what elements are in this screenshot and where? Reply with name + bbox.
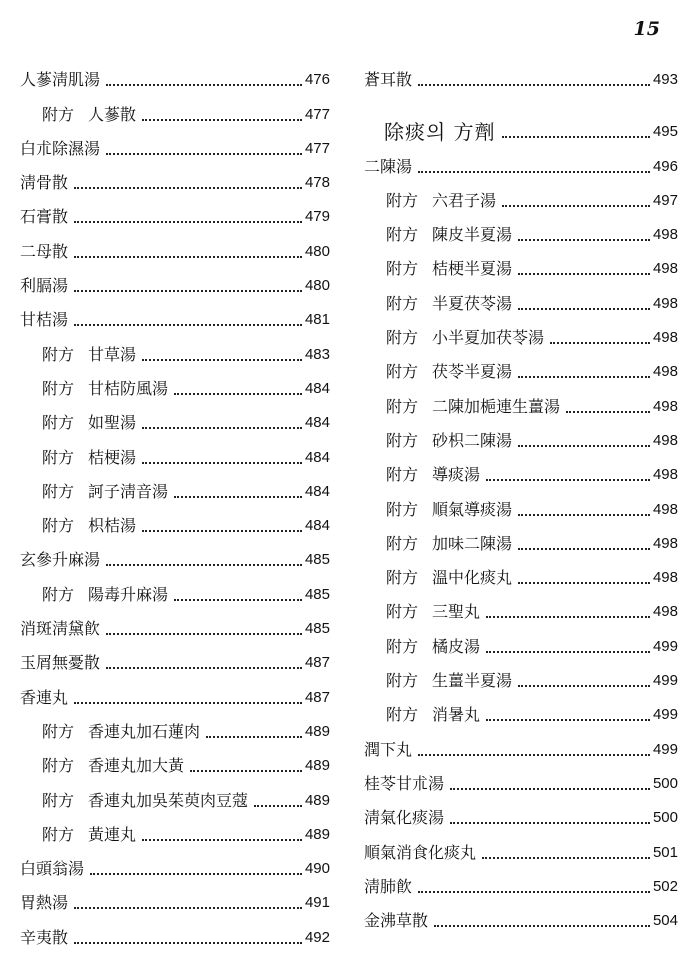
dot-leader [106, 76, 302, 86]
toc-entry [20, 56, 330, 90]
toc-entry-page-number: 498 [652, 466, 678, 484]
toc-entry-page-number: 498 [652, 534, 678, 552]
toc-entry [20, 845, 330, 879]
toc-entry-title: 陳皮半夏湯 [432, 225, 513, 245]
toc-entry-title: 橘皮湯 [432, 636, 481, 656]
dot-leader [486, 711, 650, 721]
dot-leader [518, 437, 650, 447]
dot-leader [74, 694, 302, 704]
toc-entry-title: 消暑丸 [432, 705, 481, 725]
toc-entry-title: 利膈湯 [20, 276, 69, 296]
toc-entry-prefix: 附方 [386, 568, 419, 588]
toc-entry-prefix: 附方 [42, 824, 75, 844]
dot-leader [418, 163, 650, 173]
toc-entry-title: 消斑淸黛飮 [20, 619, 101, 639]
toc-entry-title: 順氣消食化痰丸 [364, 842, 477, 862]
toc-entry-page-number: 490 [304, 860, 330, 878]
toc-entry-page-number: 499 [652, 672, 678, 690]
toc-entry-prefix: 附方 [386, 533, 419, 553]
toc-entry-prefix: 附方 [42, 344, 75, 364]
toc-entry-title: 枳桔湯 [88, 516, 137, 536]
toc-sub-entry [20, 811, 330, 845]
toc-entry-title: 半夏茯苓湯 [432, 293, 513, 313]
dot-leader [254, 797, 302, 807]
toc-entry-prefix: 附方 [42, 378, 75, 398]
toc-entry-title: 桔梗湯 [88, 447, 137, 467]
dot-leader [142, 419, 302, 429]
toc-entry-page-number: 497 [652, 191, 678, 209]
toc-sub-entry [364, 245, 678, 279]
toc-entry-title: 蒼耳散 [364, 70, 413, 90]
toc-entry-title: 砂枳二陳湯 [432, 430, 513, 450]
toc-sub-entry [20, 742, 330, 776]
dot-leader [418, 746, 650, 756]
dot-leader [106, 556, 302, 566]
toc-entry-prefix: 附方 [386, 396, 419, 416]
dot-leader [74, 213, 302, 223]
toc-entry-title: 淸肺飮 [364, 876, 413, 896]
dot-leader [486, 643, 650, 653]
toc-entry-title: 人蔘淸肌湯 [20, 70, 101, 90]
dot-leader [142, 454, 302, 464]
toc-entry-page-number: 498 [652, 569, 678, 587]
toc-entry-title: 甘草湯 [88, 344, 137, 364]
toc-entry-title: 除痰의 方劑 [384, 120, 496, 145]
dot-leader [518, 540, 650, 550]
dot-leader [518, 265, 650, 275]
toc-entry-page-number: 498 [652, 500, 678, 518]
toc-entry-title: 二母散 [20, 241, 69, 261]
toc-sub-entry [364, 622, 678, 656]
toc-left-column [20, 56, 330, 948]
toc-entry-title: 如聖湯 [88, 413, 137, 433]
toc-entry-page-number: 477 [304, 139, 330, 157]
toc-entry-page-number: 484 [304, 379, 330, 397]
toc-entry-page-number: 499 [652, 706, 678, 724]
toc-entry [20, 639, 330, 673]
toc-entry-title: 香連丸加吳茱萸肉豆蔻 [88, 790, 249, 810]
toc-entry-page-number: 487 [304, 654, 330, 672]
toc-entry-page-number: 496 [652, 157, 678, 175]
toc-entry-prefix: 附方 [386, 328, 419, 348]
toc-entry-title: 潤下丸 [364, 739, 413, 759]
dot-leader [106, 659, 302, 669]
toc-entry [364, 56, 678, 90]
dot-leader [434, 917, 650, 927]
dot-leader [486, 608, 650, 618]
toc-entry-title: 白頭翁湯 [20, 859, 85, 879]
toc-entry [20, 125, 330, 159]
toc-entry-page-number: 498 [652, 294, 678, 312]
toc-entry-prefix: 附方 [386, 362, 419, 382]
toc-sub-entry [20, 365, 330, 399]
toc-entry-title: 順氣導痰湯 [432, 499, 513, 519]
toc-sub-entry [20, 570, 330, 604]
toc-entry-title: 加味二陳湯 [432, 533, 513, 553]
toc-sub-entry [364, 417, 678, 451]
toc-entry-prefix: 附方 [42, 447, 75, 467]
toc-entry [20, 879, 330, 913]
dot-leader [142, 351, 302, 361]
toc-entry-prefix: 附方 [42, 104, 75, 124]
toc-entry [20, 159, 330, 193]
dot-leader [74, 899, 302, 909]
toc-entry-page-number: 495 [652, 123, 678, 141]
toc-entry-title: 導痰湯 [432, 465, 481, 485]
dot-leader [502, 197, 650, 207]
toc-entry-page-number: 492 [304, 928, 330, 946]
toc-entry-title: 淸骨散 [20, 173, 69, 193]
dot-leader [74, 248, 302, 258]
toc-entry-prefix: 附方 [42, 516, 75, 536]
dot-leader [486, 471, 650, 481]
toc-entry-page-number: 481 [304, 311, 330, 329]
toc-sub-entry [20, 399, 330, 433]
toc-entry-prefix: 附方 [386, 430, 419, 450]
toc-sub-entry [364, 314, 678, 348]
toc-entry-page-number: 493 [652, 71, 678, 89]
toc-entry-page-number: 477 [304, 105, 330, 123]
toc-entry-title: 淸氣化痰湯 [364, 808, 445, 828]
toc-entry-title: 白朮除濕湯 [20, 138, 101, 158]
toc-entry-page-number: 480 [304, 277, 330, 295]
toc-entry-page-number: 499 [652, 740, 678, 758]
toc-entry-page-number: 498 [652, 226, 678, 244]
toc-entry-page-number: 500 [652, 774, 678, 792]
toc-entry-title: 桔梗半夏湯 [432, 259, 513, 279]
dot-leader [518, 300, 650, 310]
toc-entry [20, 673, 330, 707]
toc-entry-title: 金沸草散 [364, 911, 429, 931]
toc-sub-entry [364, 485, 678, 519]
dot-leader [142, 111, 302, 121]
toc-entry-page-number: 498 [652, 260, 678, 278]
dot-leader [90, 865, 302, 875]
toc-entry-page-number: 498 [652, 363, 678, 381]
toc-entry [364, 794, 678, 828]
toc-entry-page-number: 489 [304, 791, 330, 809]
toc-entry-page-number: 487 [304, 688, 330, 706]
toc-entry [20, 605, 330, 639]
toc-sub-entry [364, 691, 678, 725]
toc-entry-page-number: 489 [304, 757, 330, 775]
toc-section-heading [364, 90, 678, 145]
dot-leader [74, 179, 302, 189]
toc-entry-prefix: 附方 [42, 756, 75, 776]
toc-entry-page-number: 504 [652, 912, 678, 930]
toc-entry-title: 甘桔湯 [20, 310, 69, 330]
dot-leader [518, 368, 650, 378]
dot-leader [190, 762, 302, 772]
toc-entry-prefix: 附方 [386, 465, 419, 485]
toc-entry-page-number: 483 [304, 345, 330, 363]
dot-leader [142, 831, 302, 841]
toc-entry-title: 辛夷散 [20, 927, 69, 947]
toc-entry-title: 茯苓半夏湯 [432, 362, 513, 382]
toc-entry-prefix: 附方 [42, 481, 75, 501]
dot-leader [518, 574, 650, 584]
dot-leader [566, 403, 650, 413]
toc-entry-page-number: 500 [652, 809, 678, 827]
toc-entry-title: 生薑半夏湯 [432, 671, 513, 691]
toc-entry-title: 溫中化痰丸 [432, 568, 513, 588]
toc-sub-entry [20, 468, 330, 502]
toc-sub-entry [364, 657, 678, 691]
toc-sub-entry [20, 330, 330, 364]
toc-sub-entry [364, 382, 678, 416]
toc-sub-entry [364, 279, 678, 313]
dot-leader [450, 780, 650, 790]
toc-entry-page-number: 501 [652, 843, 678, 861]
toc-sub-entry [364, 348, 678, 382]
dot-leader [74, 316, 302, 326]
toc-sub-entry [364, 554, 678, 588]
dot-leader [174, 385, 302, 395]
toc-entry-page-number: 499 [652, 637, 678, 655]
toc-entry-page-number: 485 [304, 620, 330, 638]
toc-entry-prefix: 附方 [42, 413, 75, 433]
dot-leader [74, 934, 302, 944]
toc-entry-page-number: 485 [304, 585, 330, 603]
toc-entry [20, 193, 330, 227]
toc-entry-prefix: 附方 [42, 584, 75, 604]
toc-right-column [364, 56, 678, 931]
toc-entry-title: 小半夏加茯苓湯 [432, 328, 545, 348]
toc-entry [364, 142, 678, 176]
dot-leader [106, 145, 302, 155]
dot-leader [518, 677, 650, 687]
toc-entry-page-number: 485 [304, 551, 330, 569]
toc-entry-title: 訶子淸音湯 [88, 481, 169, 501]
toc-entry-prefix: 附方 [386, 499, 419, 519]
toc-entry-page-number: 498 [652, 603, 678, 621]
toc-entry-title: 玉屑無憂散 [20, 653, 101, 673]
dot-leader [518, 231, 650, 241]
toc-entry-title: 胃熱湯 [20, 893, 69, 913]
toc-sub-entry [20, 433, 330, 467]
toc-entry [20, 262, 330, 296]
toc-entry-prefix: 附方 [386, 259, 419, 279]
toc-entry-page-number: 484 [304, 482, 330, 500]
toc-entry-title: 二陳湯 [364, 156, 413, 176]
toc-entry-page-number: 479 [304, 208, 330, 226]
toc-entry-page-number: 484 [304, 414, 330, 432]
dot-leader [74, 282, 302, 292]
dot-leader [174, 591, 302, 601]
toc-entry-page-number: 484 [304, 517, 330, 535]
toc-entry-page-number: 491 [304, 894, 330, 912]
toc-sub-entry [20, 90, 330, 124]
dot-leader [206, 728, 302, 738]
page-number: 15 [633, 18, 660, 40]
dot-leader [174, 488, 302, 498]
toc-sub-entry [364, 451, 678, 485]
toc-entry [364, 760, 678, 794]
dot-leader [106, 625, 302, 635]
toc-entry-title: 香連丸加大黃 [88, 756, 185, 776]
dot-leader [502, 128, 650, 138]
toc-entry [364, 828, 678, 862]
toc-entry-title: 玄參升麻湯 [20, 550, 101, 570]
toc-sub-entry [364, 520, 678, 554]
toc-sub-entry [20, 708, 330, 742]
toc-entry-page-number: 502 [652, 877, 678, 895]
toc-sub-entry [20, 502, 330, 536]
dot-leader [418, 76, 650, 86]
toc-entry-title: 陽毒升麻湯 [88, 584, 169, 604]
toc-entry-title: 石膏散 [20, 207, 69, 227]
toc-entry-prefix: 附方 [42, 790, 75, 810]
dot-leader [482, 849, 650, 859]
dot-leader [418, 883, 650, 893]
toc-entry-prefix: 附方 [386, 705, 419, 725]
toc-entry-title: 香連丸加石蓮肉 [88, 721, 201, 741]
toc-entry-page-number: 476 [304, 71, 330, 89]
toc-entry-prefix: 附方 [42, 721, 75, 741]
toc-entry-page-number: 484 [304, 448, 330, 466]
toc-entry-title: 六君子湯 [432, 190, 497, 210]
toc-entry-title: 甘桔防風湯 [88, 378, 169, 398]
toc-entry [20, 296, 330, 330]
toc-entry-title: 二陳加梔連生薑湯 [432, 396, 561, 416]
dot-leader [518, 506, 650, 516]
toc-entry-prefix: 附方 [386, 225, 419, 245]
toc-entry-prefix: 附方 [386, 293, 419, 313]
toc-entry [364, 863, 678, 897]
toc-entry [20, 913, 330, 947]
dot-leader [550, 334, 650, 344]
toc-entry-prefix: 附方 [386, 671, 419, 691]
toc-sub-entry [364, 177, 678, 211]
toc-entry-title: 香連丸 [20, 687, 69, 707]
toc-entry-prefix: 附方 [386, 602, 419, 622]
toc-entry-title: 桂苓甘朮湯 [364, 773, 445, 793]
toc-sub-entry [20, 776, 330, 810]
toc-entry-title: 黃連丸 [88, 824, 137, 844]
toc-entry-page-number: 478 [304, 174, 330, 192]
toc-entry-title: 三聖丸 [432, 602, 481, 622]
toc-entry [20, 227, 330, 261]
toc-entry-page-number: 498 [652, 329, 678, 347]
toc-entry-page-number: 489 [304, 825, 330, 843]
toc-entry-page-number: 498 [652, 431, 678, 449]
toc-sub-entry [364, 588, 678, 622]
toc-entry-title: 人蔘散 [88, 104, 137, 124]
toc-entry-prefix: 附方 [386, 636, 419, 656]
toc-sub-entry [364, 211, 678, 245]
toc-entry-prefix: 附方 [386, 190, 419, 210]
toc-entry [364, 725, 678, 759]
toc-entry-page-number: 498 [652, 397, 678, 415]
toc-entry [364, 897, 678, 931]
dot-leader [450, 814, 650, 824]
toc-entry-page-number: 489 [304, 722, 330, 740]
dot-leader [142, 522, 302, 532]
toc-entry-page-number: 480 [304, 242, 330, 260]
toc-entry [20, 536, 330, 570]
